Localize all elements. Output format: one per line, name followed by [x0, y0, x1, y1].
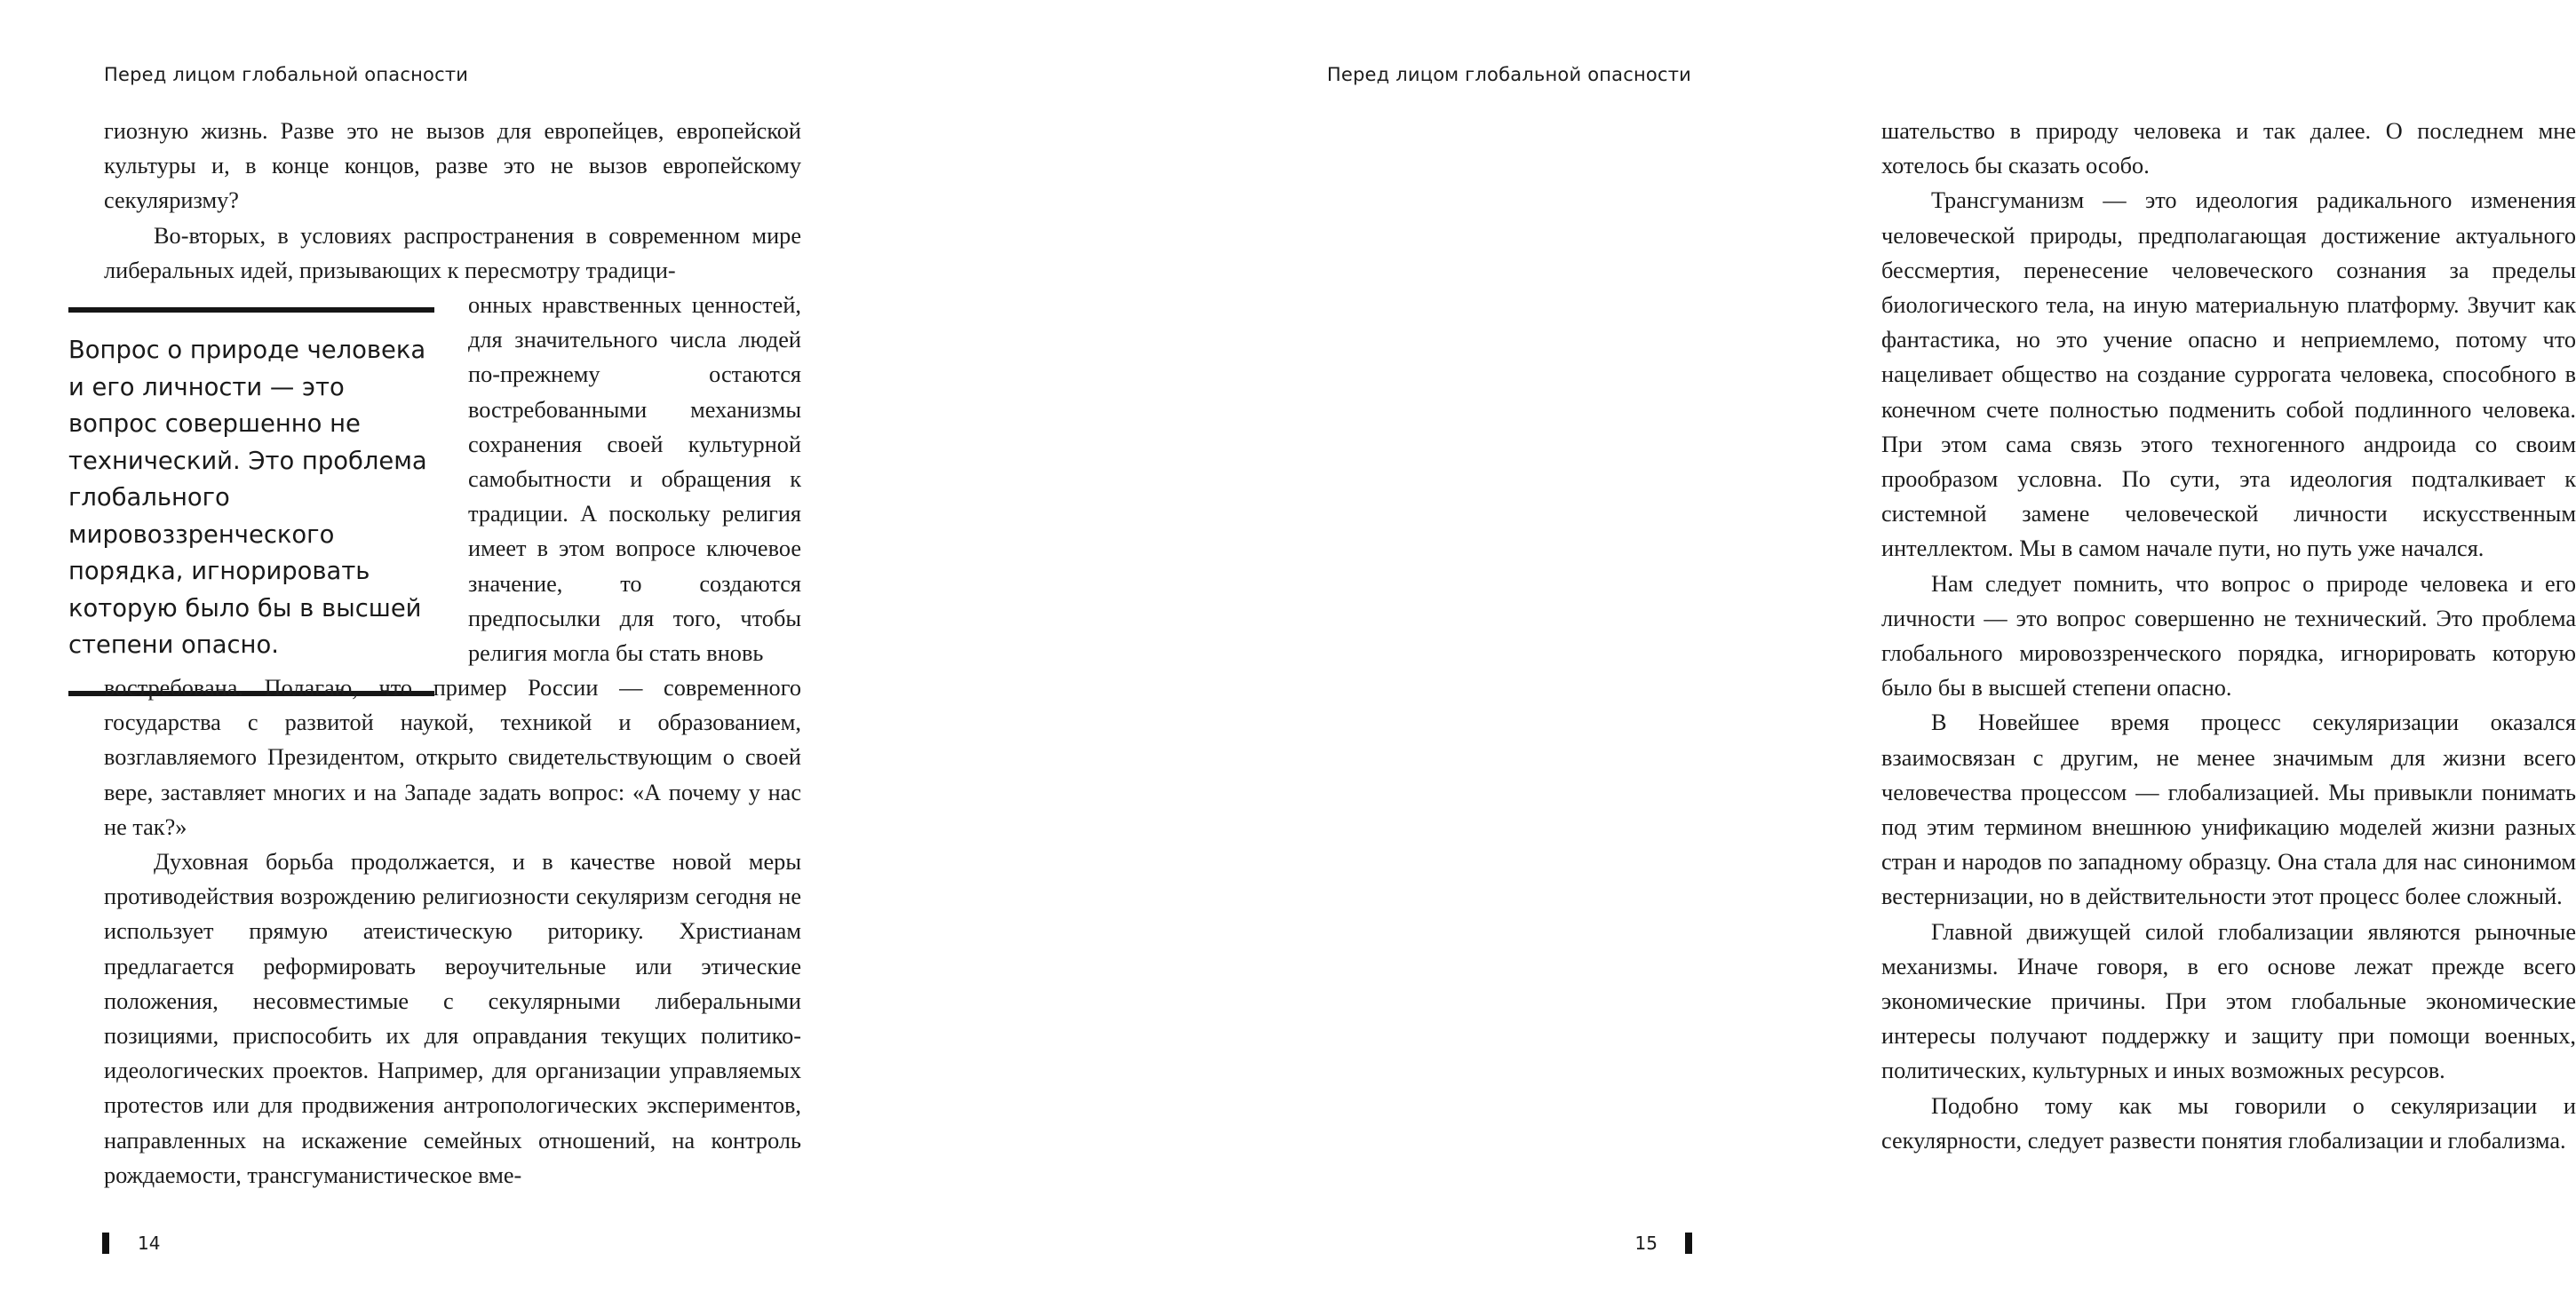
folio-bar-icon — [1685, 1233, 1692, 1254]
folio-bar-icon — [102, 1233, 109, 1254]
paragraph: востребована. Полагаю, что пример России — современного государства с развитой наукой, техникой и образованием, возглавляемого Президентом, открыто свидетельствующим о своей вере, заставляет многих и на Западе задать вопрос: «А почему у нас не так?» — [104, 675, 801, 840]
running-head-left: Перед лицом глобальной опасности — [104, 64, 469, 85]
right-body — [1881, 114, 2576, 1158]
paragraph: онных нравственных ценностей, для значительного числа людей по-прежнему остаются востребованными механизмы сохранения своей культурной самобытности и обращения к традиции. А поскольку религия имеет в этом вопросе ключевое значение, то создаются предпосылки для того, чтобы религия могла бы стать вновь — [468, 292, 801, 667]
paragraph: Подобно тому как мы говорили о секуляризации и секулярности, следует развести понятия глобализации и глобализма. — [1881, 1092, 2576, 1153]
paragraph: Трансгуманизм — это идеология радикального изменения человеческой природы, предполагающая достижение актуального бессмертия, перенесение человеческого сознания за пределы биологического тела, на иную материальную платформу. Звучит как фантастика, но это учение опасно и неприемлемо, потому что нацеливает общество на создание суррогата человека, способного в конечном счете полностью подменить собой подлинного человека. При этом сама связь этого техногенного андроида со своим прообразом условна. По сути, эта идеология подталкивает к системной замене человеческой личности искусственным интеллектом. Мы в самом начале пути, но путь уже начался. — [1881, 187, 2576, 562]
pull-quote-text: Вопрос о природе человека и его личности — это вопрос совершенно не технический. Это проблема глобального мировоззренческого порядка, игнорировать которую было бы в высшей степени опасно. — [68, 337, 427, 659]
paragraph: В Новейшее время процесс секуляризации оказался взаимосвязан с другим, не менее значимым для жизни всего человечества процессом — глобализацией. Мы привыкли понимать под этим термином внешнюю унификацию моделей жизни разных стран и народов по западному образцу. Она стала для нас синонимом вестернизации, но в действительности этот процесс более сложный. — [1881, 710, 2576, 910]
paragraph: Духовная борьба продолжается, и в качестве новой меры противодействия возрождению религиозности секуляризм сегодня не использует прямую атеистическую риторику. Христианам предлагается реформировать вероучительные или этические положения, несовместимые с секулярными либеральными позициями, приспособить их для оправдания текущих политико-идеологических проектов. Например, для организации управляемых протестов или для продвижения антропологических экспериментов, направленных на искажение семейных отношений, на контроль рождаемости, трансгуманистическое вме- — [104, 849, 801, 1188]
page-number-right: 15 — [1634, 1233, 1658, 1254]
paragraph: гиозную жизнь. Разве это не вызов для европейцев, европейской культуры и, в конце концов, разве это не вызов европейскому секуляризму? — [104, 118, 801, 214]
left-page — [0, 0, 888, 1316]
pull-quote — [68, 307, 434, 696]
running-head-right: Перед лицом глобальной опасности — [1326, 64, 1691, 85]
page-number-left: 14 — [138, 1233, 161, 1254]
left-body-top — [104, 114, 801, 288]
paragraph: шательство в природу человека и так далее. О последнем мне хотелось бы сказать особо. — [1881, 118, 2576, 179]
paragraph: Нам следует помнить, что вопрос о природе человека и его личности — это вопрос совершенно не технический. Это проблема глобального мировоззренческого порядка, игнорировать которую было бы в высшей степени опасно. — [1881, 570, 2576, 702]
right-page — [888, 0, 2576, 1316]
left-body-bottom — [104, 670, 801, 1193]
paragraph: Во-вторых, в условиях распространения в современном мире либеральных идей, призывающих к пересмотру традици- — [104, 222, 801, 283]
left-body-wrap-column — [468, 288, 801, 670]
paragraph: Главной движущей силой глобализации являются рыночные механизмы. Иначе говоря, в его основе лежат прежде всего экономические причины. При этом глобальные экономические интересы получают поддержку и защиту при помощи военных, политических, культурных и иных возможных ресурсов. — [1881, 918, 2576, 1084]
